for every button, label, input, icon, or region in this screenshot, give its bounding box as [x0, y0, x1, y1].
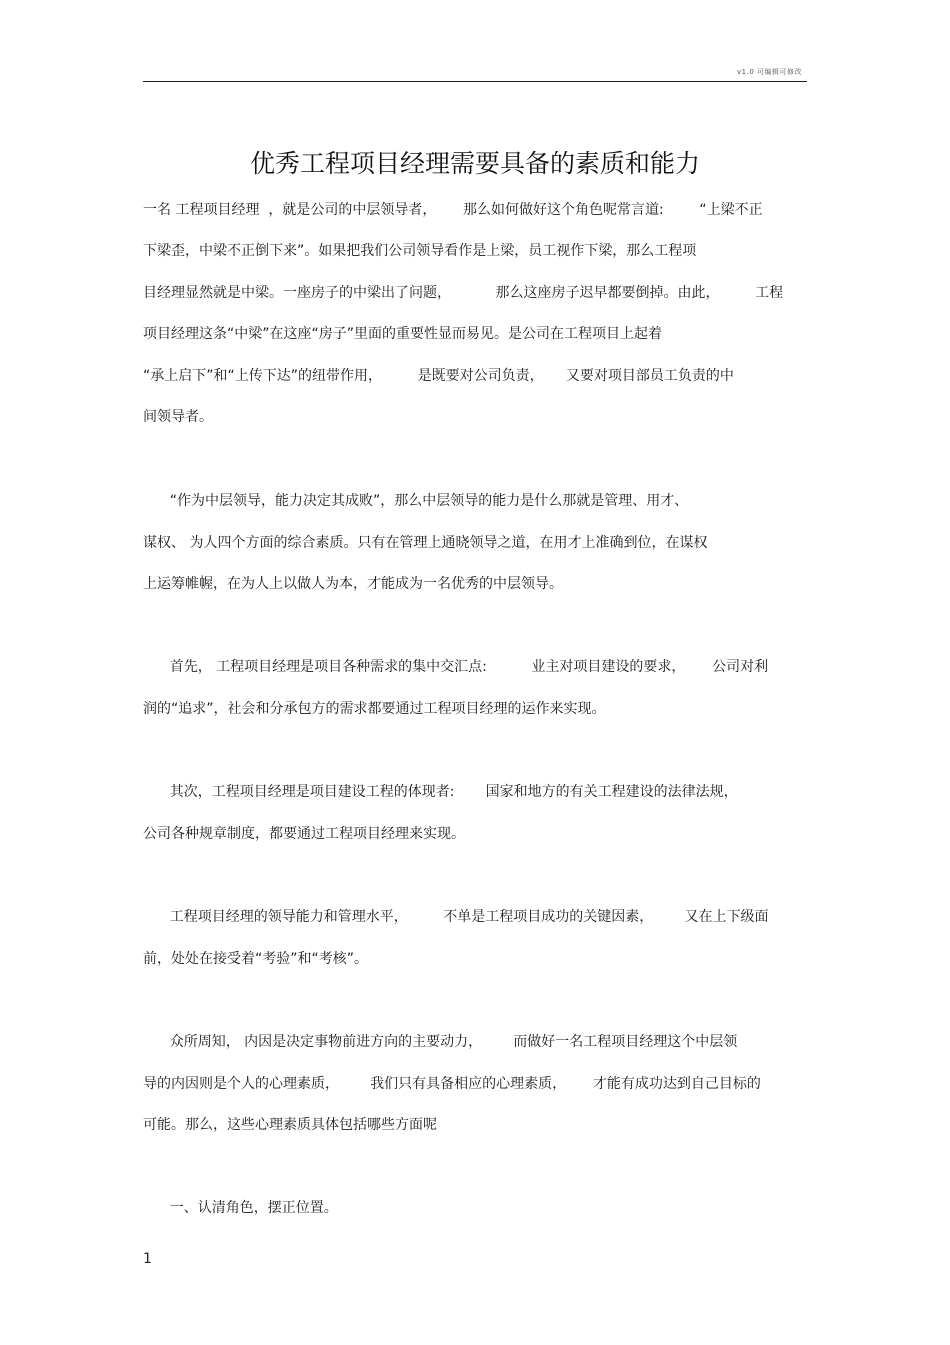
text-line: 润的“追求”，社会和分承包方的需求都要通过工程项目经理的运作来实现。	[143, 701, 606, 717]
text-line: 目经理显然就是中梁。一座房子的中梁出了问题， 那么这座房子迟早都要倒掉。由此， 工程	[143, 285, 784, 301]
text-line: 谋权、 为人四个方面的综合素质。只有在管理上通晓领导之道，在用才上准确到位，在谋权	[143, 535, 708, 551]
header-version-note: v1.0 可编辑可修改	[737, 68, 802, 76]
text-line: 众所周知， 内因是决定事物前进方向的主要动力， 而做好一名工程项目经理这个中层领	[143, 1034, 738, 1050]
text-line: 其次，工程项目经理是项目建设工程的体现者: 国家和地方的有关工程建设的法律法规，	[143, 784, 738, 800]
text-line: “承上启下”和“上传下达”的纽带作用， 是既要对公司负责， 又要对项目部员工负责的中	[143, 368, 734, 384]
text-line: 项目经理这条“中梁”在这座“房子”里面的重要性显而易见。是公司在工程项目上起着	[143, 326, 663, 342]
section-heading: 一、认清角色，摆正位置。	[143, 1200, 338, 1216]
page-number: 1	[143, 1251, 152, 1267]
text-line: 导的内因则是个人的心理素质， 我们只有具备相应的心理素质， 才能有成功达到自己目标的	[143, 1076, 761, 1092]
text-line: 间领导者。	[143, 409, 213, 425]
text-line: 前，处处在接受着“考验”和“考核”。	[143, 951, 369, 967]
header-divider	[143, 81, 807, 82]
document-title: 优秀工程项目经理需要具备的素质和能力	[249, 149, 700, 178]
text-line: 公司各种规章制度，都要通过工程项目经理来实现。	[143, 826, 465, 842]
text-line: 首先， 工程项目经理是项目各种需求的集中交汇点: 业主对项目建设的要求， 公司对利	[143, 659, 769, 675]
text-line: 下梁歪，中梁不正倒下来”。如果把我们公司领导看作是上梁，员工视作下梁，那么工程项	[143, 243, 697, 259]
text-line: “作为中层领导，能力决定其成败”，那么中层领导的能力是什么那就是管理、用才、	[143, 493, 689, 509]
text-line: 上运筹帷幄，在为人上以做人为本，才能成为一名优秀的中层领导。	[143, 576, 563, 592]
text-line: 工程项目经理的领导能力和管理水平， 不单是工程项目成功的关键因素， 又在上下级面	[143, 909, 769, 925]
text-line: 可能。那么，这些心理素质具体包括哪些方面呢	[143, 1117, 437, 1133]
text-line: 一名 工程项目经理 ，就是公司的中层领导者， 那么如何做好这个角色呢常言道: “上梁不正	[143, 202, 763, 218]
